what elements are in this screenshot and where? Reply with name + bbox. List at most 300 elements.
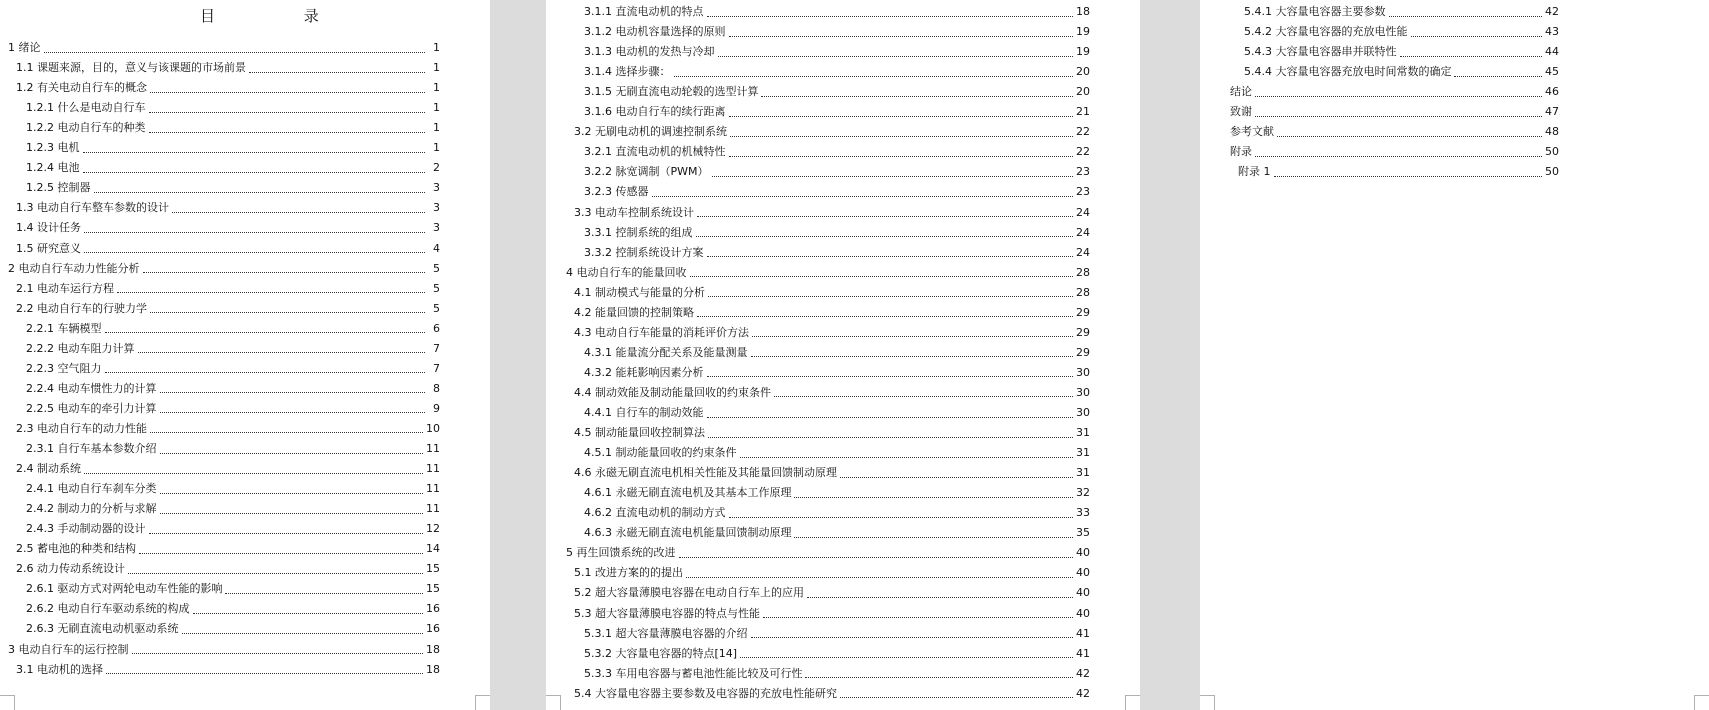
toc-entry-page-number: 1 [433,81,440,95]
toc-entry-label: 1.1 课题来源，目的，意义与该课题的市场前景 [16,61,246,75]
toc-entry-page-number: 10 [426,421,440,435]
toc-entry[interactable] [546,263,1090,283]
dot-leader [160,412,426,413]
toc-entry[interactable] [546,503,1090,523]
toc-entry-page-number: 11 [426,442,440,455]
toc-entry[interactable] [546,162,1090,182]
toc-entry[interactable] [0,599,440,619]
toc-entry-page-number: 29 [1076,325,1090,339]
toc-entry-page-number: 41 [1076,646,1090,660]
toc-entry[interactable] [0,239,440,259]
crop-mark [1694,695,1709,710]
toc-entry-page-number: 4 [433,241,440,255]
toc-entry-page-number: 7 [433,361,440,375]
dot-leader [686,577,1073,578]
toc-entry[interactable] [0,198,440,218]
toc-entry-label: 3.2.2 脉宽调制（PWM） [584,165,709,179]
toc-entry-page-number: 31 [1076,466,1090,480]
toc-entry-label: 1.5 研究意义 [16,241,81,255]
toc-entry[interactable] [546,483,1090,503]
toc-entry-page-number: 28 [1076,265,1090,279]
toc-entry[interactable] [0,539,440,559]
dot-leader [1277,136,1542,137]
toc-entry[interactable] [546,2,1090,22]
crop-mark [546,695,561,710]
dot-leader [193,613,424,614]
toc-entry[interactable] [0,58,440,78]
dot-leader [1255,156,1542,157]
toc-entry[interactable] [1200,62,1559,82]
toc-entry-label: 4.6.2 直流电动机的制动方式 [584,506,726,520]
dot-leader [1400,56,1543,57]
toc-entry[interactable] [1200,82,1559,102]
toc-entry-page-number: 20 [1076,65,1090,79]
toc-entry-label: 3.1.4 选择步骤： [584,65,671,79]
dot-leader [105,332,426,333]
toc-entry-page-number: 42 [1076,686,1090,700]
toc-entry-label: 2.6.3 无刷直流电动机驱动系统 [26,622,179,636]
dot-leader [708,437,1073,438]
toc-entry[interactable] [546,42,1090,62]
dot-leader [149,533,424,534]
dot-leader [751,356,1074,357]
toc-entry-page-number: 30 [1076,385,1090,399]
toc-entry-page-number: 18 [426,662,440,676]
dot-leader [132,653,424,654]
toc-page-2 [546,0,1140,710]
toc-entry[interactable] [546,363,1090,383]
toc-entry[interactable] [0,399,440,419]
toc-entry-label: 3.2 无刷电动机的调速控制系统 [574,125,727,139]
dot-leader [729,116,1074,117]
dot-leader [794,497,1073,498]
dot-leader [117,292,425,293]
toc-entry-page-number: 23 [1076,165,1090,179]
toc-entry[interactable] [546,82,1090,102]
dot-leader [149,112,426,113]
dot-leader [697,216,1073,217]
toc-entry-label: 4 电动自行车的能量回收 [566,265,687,279]
dot-leader [729,517,1074,518]
toc-entry[interactable] [546,604,1090,624]
toc-entry-page-number: 12 [426,522,440,536]
toc-entry-label: 4.2 能量回馈的控制策略 [574,305,694,319]
toc-entry[interactable] [546,102,1090,122]
toc-entry-label: 3.2.1 直流电动机的机械特性 [584,145,726,159]
dot-leader [1411,36,1543,37]
toc-entry-page-number: 42 [1545,5,1559,18]
toc-entry-label: 3.3 电动车控制系统设计 [574,205,694,219]
toc-entry-page-number: 40 [1076,606,1090,620]
dot-leader [150,92,425,93]
toc-entry-label: 致谢 [1230,105,1252,119]
dot-leader [150,432,423,433]
dot-leader [729,36,1074,37]
dot-leader [1255,96,1542,97]
dot-leader [707,256,1074,257]
toc-entry-label: 5.4.4 大容量电容器充放电时间常数的确定 [1244,65,1452,79]
toc-entry[interactable] [546,443,1090,463]
toc-entry-page-number: 22 [1076,125,1090,139]
toc-entry[interactable] [546,323,1090,343]
dot-leader [840,697,1073,698]
toc-entry-page-number: 30 [1076,365,1090,379]
toc-entry-page-number: 15 [426,582,440,596]
dot-leader [1274,176,1543,177]
toc-entry-label: 5.4.1 大容量电容器主要参数 [1244,5,1386,18]
toc-entry-page-number: 5 [433,261,440,275]
dot-leader [106,673,423,674]
dot-leader [652,196,1074,197]
dot-leader [1389,16,1543,17]
dot-leader [774,396,1073,397]
toc-entry-label: 2.4.1 电动自行车刹车分类 [26,482,157,496]
dot-leader [752,336,1073,337]
toc-entry-label: 4.1 制动模式与能量的分析 [574,285,705,299]
toc-entry-label: 3.1 电动机的选择 [16,662,103,676]
toc-entry[interactable] [0,439,440,459]
crop-mark [1125,695,1140,710]
toc-entry[interactable] [0,279,440,299]
toc-entry[interactable] [0,479,440,499]
toc-entry-label: 4.3.1 能量流分配关系及能量测量 [584,345,748,359]
toc-entry-label: 4.5.1 制动能量回收的约束条件 [584,446,737,460]
toc-entry[interactable] [546,543,1090,563]
toc-entry-label: 3.1.1 直流电动机的特点 [584,5,704,18]
toc-entry-label: 4.6.1 永磁无刷直流电机及其基本工作原理 [584,486,792,500]
toc-entry-label: 4.3 电动自行车能量的消耗评价方法 [574,325,749,339]
toc-entry-page-number: 24 [1076,245,1090,259]
toc-entry-label: 1.2.5 控制器 [26,181,91,195]
toc-entry-label: 5.3.1 超大容量薄膜电容器的介绍 [584,626,748,640]
toc-entry[interactable] [546,303,1090,323]
toc-entry[interactable] [546,343,1090,363]
toc-entry-label: 结论 [1230,85,1252,99]
toc-entry-page-number: 16 [426,602,440,616]
toc-entry[interactable] [0,78,440,98]
dot-leader [83,172,426,173]
toc-entry-page-number: 24 [1076,205,1090,219]
toc-entry-label: 1 绪论 [8,41,41,54]
toc-entry-page-number: 1 [433,61,440,75]
toc-entry-label: 4.3.2 能耗影响因素分析 [584,365,704,379]
toc-entry[interactable] [0,98,440,118]
toc-entry-page-number: 44 [1545,45,1559,59]
toc-entry-label: 1.3 电动自行车整车参数的设计 [16,201,169,215]
toc-entry-label: 2 电动自行车动力性能分析 [8,261,140,275]
toc-entry-page-number: 23 [1076,185,1090,199]
toc-entry[interactable] [546,463,1090,483]
dot-leader [807,597,1073,598]
toc-entry-page-number: 21 [1076,105,1090,119]
toc-entry-label: 2.4.3 手动制动器的设计 [26,522,146,536]
dot-leader [84,252,425,253]
toc-entry-page-number: 7 [433,341,440,355]
toc-entry[interactable] [0,339,440,359]
toc-entry-label: 1.2 有关电动自行车的概念 [16,81,147,95]
dot-leader [708,296,1073,297]
toc-entry-label: 3 电动自行车的运行控制 [8,642,129,656]
toc-entry[interactable] [546,283,1090,303]
toc-title: 目 录 [200,7,361,25]
toc-entry-label: 1.4 设计任务 [16,221,81,235]
toc-entry[interactable] [0,319,440,339]
toc-entry-label: 1.2.3 电机 [26,141,80,155]
toc-entry[interactable] [0,158,440,178]
toc-entry-label: 4.4.1 自行车的制动效能 [584,406,704,419]
dot-leader [697,316,1073,317]
toc-entry[interactable] [0,640,440,660]
toc-entry-label: 1.2.2 电动自行车的种类 [26,121,146,135]
toc-entry[interactable] [546,684,1090,704]
toc-entry-label: 2.3 电动自行车的动力性能 [16,421,147,435]
toc-entry[interactable] [0,459,440,479]
dot-leader [150,312,425,313]
toc-entry[interactable] [546,22,1090,42]
toc-entry-label: 1.2.1 什么是电动自行车 [26,101,146,115]
toc-entry-page-number: 19 [1076,45,1090,59]
toc-entry-label: 3.1.5 无刷直流电动轮毂的选型计算 [584,85,759,99]
toc-entry[interactable] [1200,2,1559,22]
crop-mark [1200,695,1215,710]
toc-entry-page-number: 5 [433,301,440,315]
toc-entry[interactable] [546,62,1090,82]
toc-entry-page-number: 1 [433,121,440,135]
toc-entry[interactable] [0,579,440,599]
toc-entry-page-number: 30 [1076,406,1090,419]
toc-entry[interactable] [546,203,1090,223]
toc-entry[interactable] [1200,102,1559,122]
toc-entry-label: 3.1.2 电动机容量选择的原则 [584,25,726,39]
toc-entry[interactable] [0,660,440,680]
toc-entry-page-number: 45 [1545,65,1559,79]
dot-leader [761,96,1073,97]
toc-page-1 [0,0,490,710]
toc-entry[interactable] [546,403,1090,423]
toc-entry-page-number: 40 [1076,566,1090,580]
toc-entry-label: 2.5 蓄电池的种类和结构 [16,542,136,556]
toc-entry[interactable] [0,138,440,158]
toc-entry[interactable] [1200,42,1559,62]
toc-entry[interactable] [1200,22,1559,42]
toc-entry-page-number: 18 [1076,5,1090,18]
dot-leader [138,352,426,353]
toc-entry-page-number: 1 [433,41,440,54]
dot-leader [740,657,1073,658]
toc-entry-page-number: 29 [1076,345,1090,359]
dot-leader [172,212,425,213]
toc-entry-label: 4.4 制动效能及制动能量回收的约束条件 [574,385,771,399]
toc-entry-label: 3.3.2 控制系统设计方案 [584,245,704,259]
dot-leader [805,677,1073,678]
toc-entry-label: 2.4.2 制动力的分析与求解 [26,502,157,516]
dot-leader [44,52,426,53]
toc-entry-page-number: 43 [1545,25,1559,39]
toc-entry-page-number: 15 [426,562,440,576]
toc-entry-page-number: 33 [1076,506,1090,520]
dot-leader [105,372,426,373]
toc-entry[interactable] [0,178,440,198]
toc-entry[interactable] [546,142,1090,162]
dot-leader [83,152,426,153]
dot-leader [707,16,1074,17]
toc-entry-label: 2.2.2 电动车阻力计算 [26,341,135,355]
toc-entry-page-number: 46 [1545,85,1559,99]
toc-entry-page-number: 20 [1076,85,1090,99]
toc-entry[interactable] [546,644,1090,664]
toc-entry-label: 5.3.3 车用电容器与蓄电池性能比较及可行性 [584,666,803,680]
dot-leader [696,236,1074,237]
toc-entry-label: 3.1.6 电动自行车的续行距离 [584,105,726,119]
toc-entry-page-number: 3 [433,201,440,215]
dot-leader [707,376,1074,377]
toc-entry[interactable] [0,218,440,238]
dot-leader [182,633,424,634]
dot-leader [1255,116,1542,117]
toc-entry-page-number: 32 [1076,486,1090,500]
toc-entry-page-number: 31 [1076,446,1090,460]
toc-entry-page-number: 9 [433,401,440,415]
toc-entry-label: 附录 [1230,145,1252,159]
toc-entry-page-number: 47 [1545,105,1559,119]
dot-leader [160,453,424,454]
toc-entry-page-number: 11 [426,462,440,476]
toc-entry-label: 4.5 制动能量回收控制算法 [574,426,705,440]
toc-entry-page-number: 16 [426,622,440,636]
toc-entry[interactable] [1200,142,1559,162]
toc-entry[interactable] [0,379,440,399]
toc-entry-label: 5.3.2 大容量电容器的特点[14] [584,646,738,660]
toc-entry[interactable] [0,419,440,439]
toc-entry[interactable] [0,299,440,319]
dot-leader [139,553,423,554]
dot-leader [84,232,425,233]
toc-entry-label: 5 再生回馈系统的改进 [566,546,676,560]
toc-entry[interactable] [546,423,1090,443]
dot-leader [674,76,1074,77]
dot-leader [249,72,425,73]
toc-entry-label: 4.6 永磁无刷直流电机相关性能及其能量回馈制动原理 [574,466,837,480]
toc-entry[interactable] [546,182,1090,202]
toc-entry-page-number: 2 [433,161,440,175]
dot-leader [730,136,1073,137]
toc-entry-page-number: 40 [1076,586,1090,600]
toc-entry-label: 2.2.1 车辆模型 [26,321,102,335]
toc-entry-label: 参考文献 [1230,125,1274,139]
dot-leader [160,513,424,514]
toc-entry-page-number: 5 [433,281,440,295]
dot-leader [1454,76,1542,77]
toc-entry-label: 2.2.3 空气阻力 [26,361,102,375]
toc-entry-label: 3.1.3 电动机的发热与冷却 [584,45,715,59]
toc-entry-label: 5.2 超大容量薄膜电容器在电动自行车上的应用 [574,586,804,600]
toc-entry-label: 2.3.1 自行车基本参数介绍 [26,442,157,455]
toc-entry[interactable] [546,583,1090,603]
toc-entry[interactable] [546,563,1090,583]
toc-entry-label: 1.2.4 电池 [26,161,80,175]
toc-entry-page-number: 14 [426,542,440,556]
toc-entry-label: 3.2.3 传感器 [584,185,649,199]
dot-leader [763,617,1073,618]
toc-entry-page-number: 11 [426,482,440,496]
toc-entry-label: 5.4.2 大容量电容器的充放电性能 [1244,25,1408,39]
toc-entry[interactable] [546,223,1090,243]
dot-leader [143,272,426,273]
toc-entry-page-number: 50 [1545,165,1559,179]
toc-entry[interactable] [546,122,1090,142]
toc-entry[interactable] [546,243,1090,263]
toc-entry-page-number: 19 [1076,25,1090,39]
toc-entry[interactable] [0,559,440,579]
toc-entry[interactable] [0,619,440,639]
toc-entry[interactable] [0,38,440,58]
toc-entry-label: 2.1 电动车运行方程 [16,281,114,295]
toc-entry-page-number: 40 [1076,546,1090,560]
toc-entry-label: 5.4 大容量电容器主要参数及电容器的充放电性能研究 [574,686,837,700]
toc-page-3 [1200,0,1709,710]
dot-leader [84,473,423,474]
toc-entry-page-number: 6 [433,321,440,335]
toc-entry[interactable] [0,118,440,138]
dot-leader [740,457,1074,458]
toc-entry-label: 2.2.5 电动车的牵引力计算 [26,401,157,415]
toc-entry-page-number: 42 [1076,666,1090,680]
toc-entry-page-number: 50 [1545,145,1559,159]
toc-entry-label: 5.3 超大容量薄膜电容器的特点与性能 [574,606,760,620]
crop-mark [475,695,490,710]
toc-entry-page-number: 48 [1545,125,1559,139]
toc-entry-page-number: 35 [1076,526,1090,540]
dot-leader [729,156,1074,157]
toc-entry[interactable] [546,624,1090,644]
toc-entry-page-number: 1 [433,101,440,115]
toc-entry-page-number: 1 [433,141,440,155]
toc-entry-label: 2.4 制动系统 [16,462,81,476]
dot-leader [751,637,1074,638]
crop-mark [0,695,15,710]
toc-entry[interactable] [1200,122,1559,142]
toc-entry-label: 2.6 动力传动系统设计 [16,562,125,576]
dot-leader [225,593,423,594]
dot-leader [690,276,1074,277]
toc-entry-page-number: 3 [433,181,440,195]
toc-entry-label: 4.6.3 永磁无刷直流电机能量回馈制动原理 [584,526,792,540]
toc-entry-page-number: 41 [1076,626,1090,640]
toc-entry-label: 2.2.4 电动车惯性力的计算 [26,381,157,395]
toc-entry-page-number: 8 [433,381,440,395]
toc-entry[interactable] [546,664,1090,684]
toc-entry[interactable] [1200,162,1559,182]
toc-entry[interactable] [0,519,440,539]
toc-entry[interactable] [0,259,440,279]
toc-entry-page-number: 29 [1076,305,1090,319]
toc-entry-page-number: 11 [426,502,440,516]
toc-entry-label: 3.3.1 控制系统的组成 [584,225,693,239]
toc-entry-page-number: 28 [1076,285,1090,299]
toc-entry-label: 5.1 改进方案的的提出 [574,566,683,580]
toc-entry[interactable] [0,499,440,519]
dot-leader [94,192,426,193]
toc-entry[interactable] [0,359,440,379]
toc-entry-page-number: 31 [1076,426,1090,440]
dot-leader [160,493,424,494]
toc-entry-label: 2.6.2 电动自行车驱动系统的构成 [26,602,190,616]
dot-leader [794,537,1073,538]
toc-entry[interactable] [546,383,1090,403]
toc-entry[interactable] [546,523,1090,543]
dot-leader [840,477,1073,478]
toc-entry-page-number: 24 [1076,225,1090,239]
